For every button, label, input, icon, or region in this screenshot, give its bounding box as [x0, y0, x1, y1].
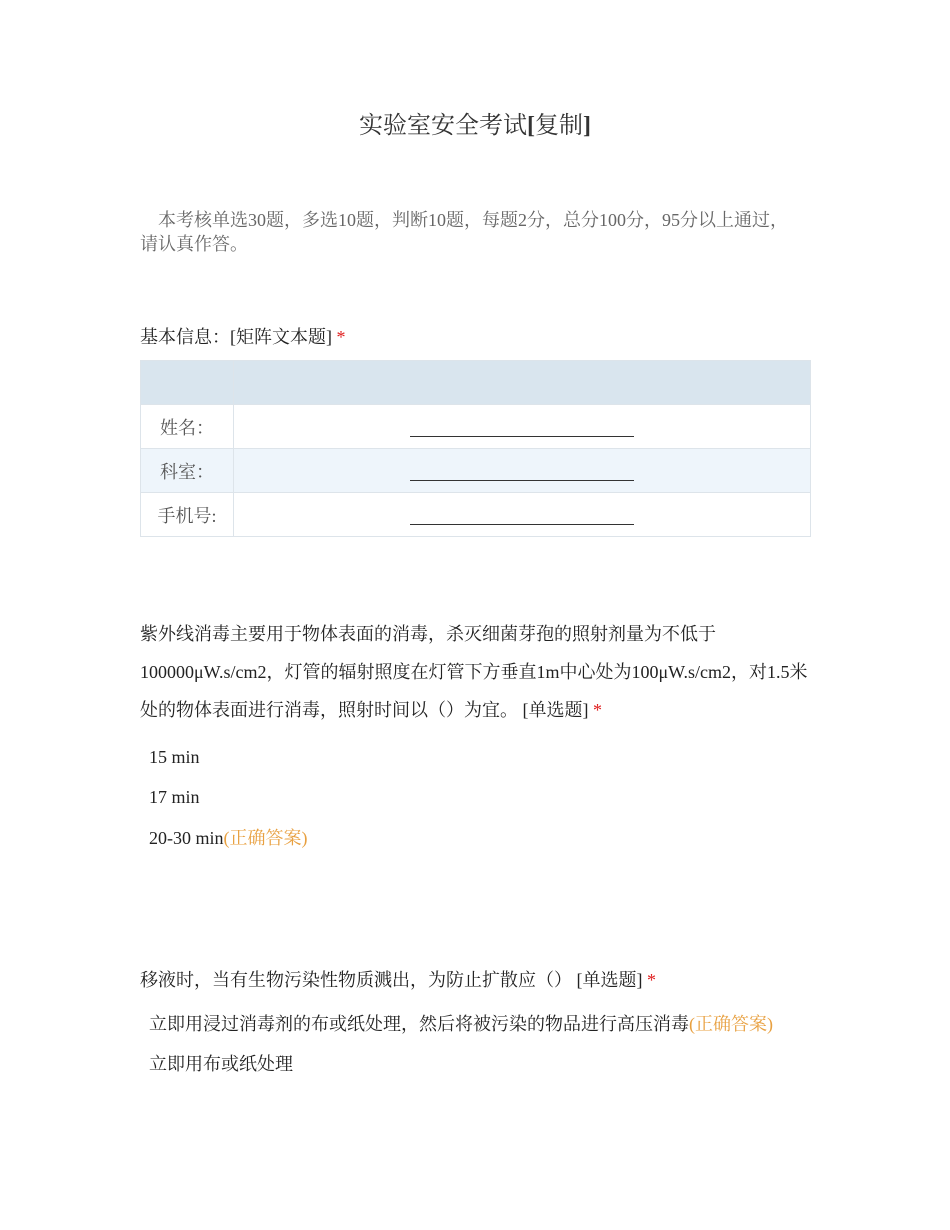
- title-suffix: 复制: [535, 113, 583, 139]
- question-2-option[interactable]: [149, 1012, 773, 1036]
- option-text: 立即用浸过消毒剂的布或纸处理，然后将被污染的物品进行高压消毒: [149, 1014, 689, 1034]
- question-type: [单选题]: [576, 970, 643, 990]
- name-field[interactable]: [234, 405, 811, 449]
- matrix-row-label: 科室：: [141, 449, 234, 493]
- matrix-row-department: [141, 449, 811, 493]
- matrix-row-label: 手机号:: [141, 493, 234, 537]
- option-text: 15 min: [149, 747, 200, 767]
- matrix-row-label: 姓名：: [141, 405, 234, 449]
- question-2-option[interactable]: [149, 1052, 293, 1076]
- question-text: 移液时，当有生物污染性物质溅出，为防止扩散应（）: [140, 970, 572, 990]
- matrix-header-cell: [141, 361, 234, 405]
- correct-answer-note: (正确答案): [223, 828, 308, 848]
- question-2-title: [140, 966, 656, 992]
- fill-blank-line: [410, 418, 634, 437]
- title-bracket-open: [: [527, 113, 535, 139]
- basic-info-matrix: [140, 360, 811, 537]
- correct-answer-note: (正确答案): [689, 1014, 773, 1034]
- page-title: [0, 110, 950, 142]
- matrix-header-row: [141, 361, 811, 405]
- question-type: [单选题]: [522, 700, 589, 720]
- option-text: 17 min: [149, 787, 200, 807]
- required-mark: *: [593, 700, 602, 720]
- question-1-title: [140, 615, 812, 729]
- option-text: 立即用布或纸处理: [149, 1054, 293, 1074]
- matrix-row-name: [141, 405, 811, 449]
- matrix-header-cell: [234, 361, 811, 405]
- question-1-option[interactable]: [149, 745, 200, 769]
- question-type: [矩阵文本题]: [230, 327, 332, 347]
- phone-field[interactable]: [234, 493, 811, 537]
- option-text: 20-30 min: [149, 828, 224, 848]
- basic-info-label: 基本信息：: [140, 327, 230, 347]
- fill-blank-line: [410, 462, 634, 481]
- title-main: 实验室安全考试: [359, 113, 527, 139]
- matrix-row-phone: [141, 493, 811, 537]
- basic-info-title: [140, 323, 346, 349]
- required-mark: *: [647, 970, 656, 990]
- exam-intro: 本考核单选30题，多选10题，判断10题，每题2分，总分100分，95分以上通过，请认真作答。: [140, 210, 788, 254]
- fill-blank-line: [410, 506, 634, 525]
- question-text: 紫外线消毒主要用于物体表面的消毒，杀灭细菌芽孢的照射剂量为不低于100000μW.s/cm2，灯管的辐射照度在灯管下方垂直1m中心处为100μW.s/cm2，对1.5米处的物体表面进行消毒，照射时间以（）为宜。: [140, 624, 808, 720]
- department-field[interactable]: [234, 449, 811, 493]
- title-bracket-close: ]: [583, 113, 591, 139]
- question-1-option[interactable]: [149, 826, 308, 850]
- question-1-option[interactable]: [149, 785, 200, 809]
- required-mark: *: [336, 327, 346, 347]
